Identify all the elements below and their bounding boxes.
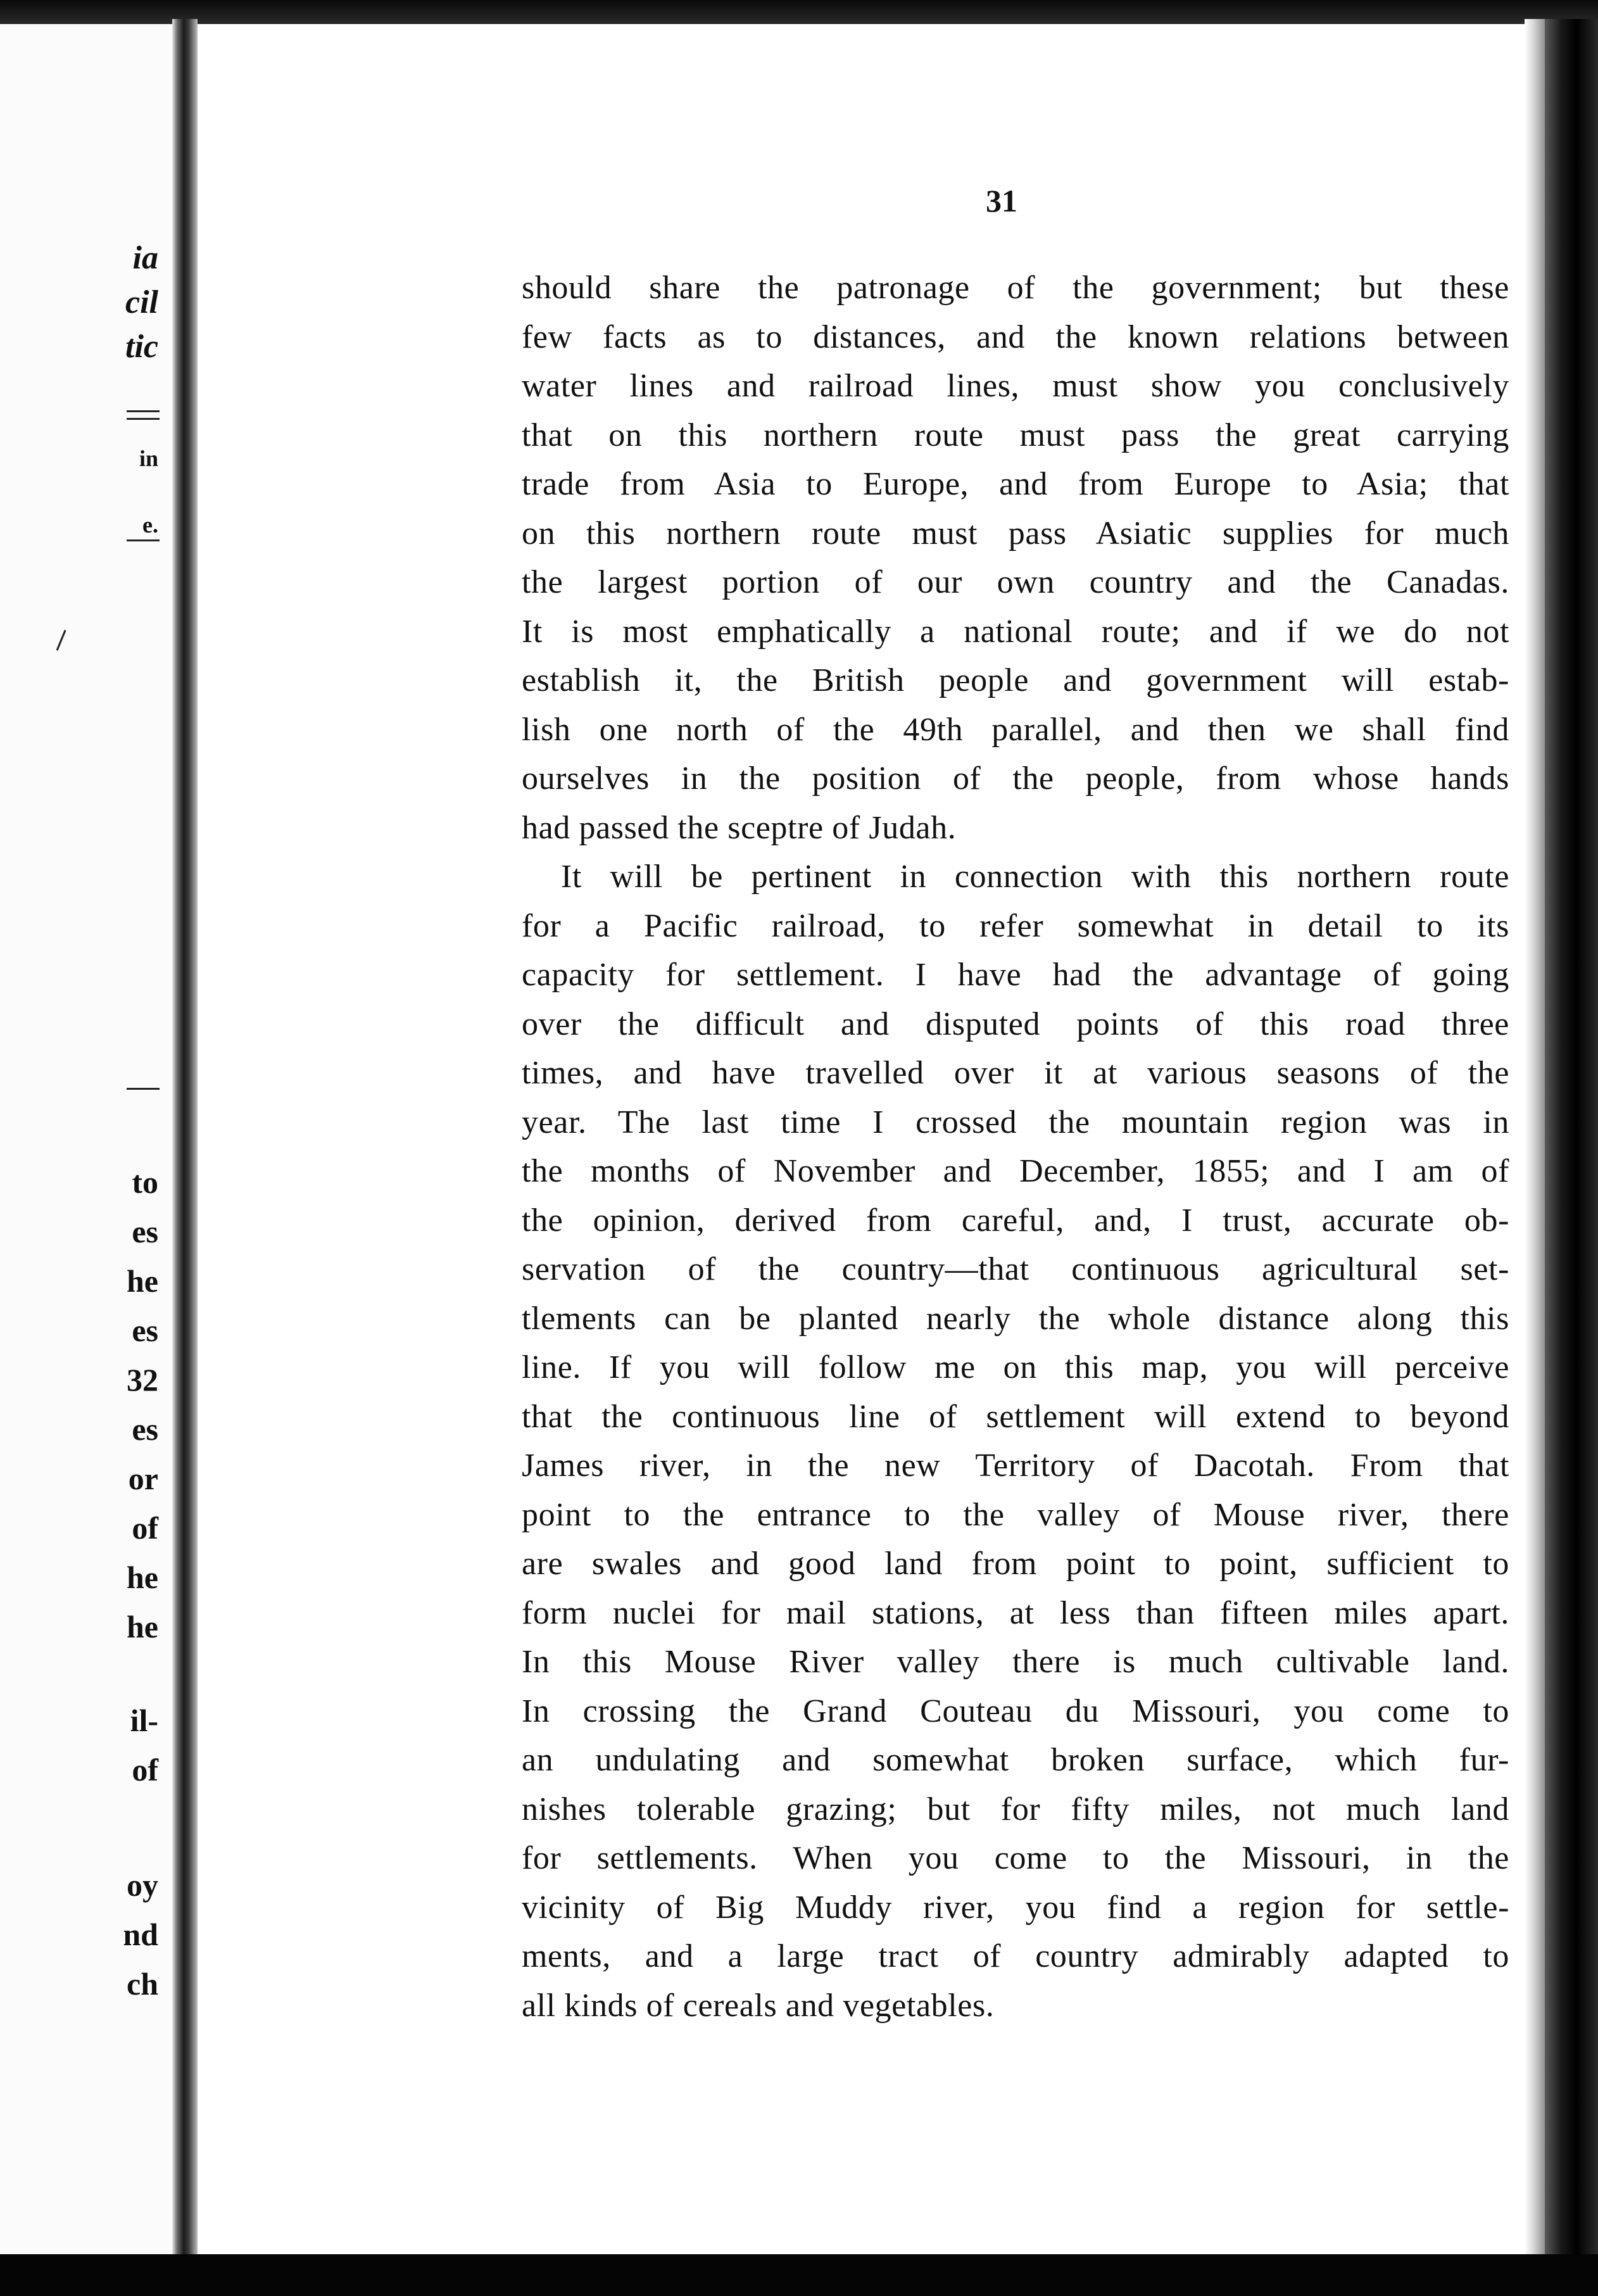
book-page [198, 24, 1525, 2254]
left-page-fragment: e. [142, 512, 158, 538]
scan-border-top [0, 0, 1598, 24]
left-page-fragment: cil [125, 284, 158, 320]
left-page-rule [127, 539, 160, 541]
text-line: In crossing the Grand Couteau du Missouri, you come to [522, 1693, 1509, 1729]
binding-gutter [172, 19, 198, 2261]
scan-border-bottom [0, 2254, 1598, 2296]
text-line: line. If you will follow me on this map, you will perceive [522, 1349, 1509, 1385]
text-line: few facts as to distances, and the known relations between [522, 319, 1509, 355]
text-line: water lines and railroad lines, must show you conclusively [522, 368, 1509, 404]
left-page-rule [127, 1088, 160, 1090]
left-page-fragment: to [132, 1164, 158, 1200]
text-line: the months of November and December, 1855; and I am of [522, 1153, 1509, 1189]
left-page-fragment: 32 [127, 1362, 158, 1397]
text-line: form nuclei for mail stations, at less than fifteen miles apart. [522, 1594, 1509, 1631]
text-line: are swales and good land from point to point, sufficient to [522, 1546, 1509, 1582]
text-line: servation of the country—that continuous agricultural set- [522, 1251, 1509, 1287]
left-page-fragment: of [132, 1752, 158, 1788]
text-line: the largest portion of our own country and the Canadas. [522, 564, 1509, 600]
paragraph [522, 263, 1509, 852]
page-edge-shadow [1525, 19, 1546, 2261]
text-line: point to the entrance to the valley of Mouse river, there [522, 1496, 1509, 1533]
ink-speck: \ [48, 626, 74, 654]
left-page-fragment: in [139, 446, 158, 471]
page-number: 31 [986, 183, 1017, 218]
left-page-rule [127, 418, 160, 420]
text-line: that the continuous line of settlement will extend to beyond [522, 1398, 1509, 1435]
text-line: lish one north of the 49th parallel, and then we shall find [522, 711, 1509, 748]
text-line: capacity for settlement. I have had the advantage of going [522, 957, 1509, 993]
left-page-fragment: of [132, 1510, 158, 1546]
paragraph [522, 852, 1509, 2030]
text-line: James river, in the new Territory of Dacotah. From that [522, 1448, 1509, 1484]
left-page-fragment: es [132, 1313, 158, 1348]
left-page-fragment: or [128, 1461, 158, 1496]
left-page-fragment: es [132, 1411, 158, 1447]
body-text [522, 263, 1509, 2030]
left-facing-page [0, 24, 172, 2254]
left-page-fragment: nd [123, 1917, 158, 1952]
text-line: establish it, the British people and government will estab- [522, 662, 1509, 698]
text-line: tlements can be planted nearly the whole distance along this [522, 1300, 1509, 1337]
text-line: should share the patronage of the government; but these [522, 270, 1509, 306]
left-page-fragment: tic [125, 329, 158, 365]
text-line: on this northern route must pass Asiatic supplies for much [522, 515, 1509, 552]
text-line: for settlements. When you come to the Missouri, in the [522, 1840, 1509, 1876]
left-page-fragment: oy [127, 1867, 158, 1903]
scan-border-right [1545, 19, 1598, 2261]
text-line: vicinity of Big Muddy river, you find a region for settle- [522, 1889, 1509, 1926]
text-line: It will be pertinent in connection with this northern route [561, 859, 1509, 895]
text-line: nishes tolerable grazing; but for fifty miles, not much land [522, 1791, 1509, 1827]
text-line: over the difficult and disputed points of this road three [522, 1006, 1509, 1042]
left-page-rule [127, 410, 160, 412]
left-page-fragment: ia [132, 240, 158, 276]
text-line: that on this northern route must pass the great carrying [522, 417, 1509, 453]
text-line: trade from Asia to Europe, and from Europe to Asia; that [522, 466, 1509, 502]
text-line: year. The last time I crossed the mountain region was in [522, 1104, 1509, 1140]
left-page-fragment: he [127, 1263, 158, 1299]
left-page-fragment: es [132, 1214, 158, 1249]
left-page-fragment: il- [130, 1703, 158, 1738]
text-line: all kinds of cereals and vegetables. [522, 1987, 995, 2024]
left-page-fragment: he [127, 1609, 158, 1644]
left-page-fragment: ch [127, 1966, 158, 2002]
text-line: ments, and a large tract of country admirably adapted to [522, 1938, 1509, 1974]
text-line: It is most emphatically a national route; and if we do not [522, 613, 1509, 650]
text-line: ourselves in the position of the people, from whose hands [522, 760, 1509, 797]
left-page-fragment: he [127, 1560, 158, 1595]
text-line: In this Mouse River valley there is much cultivable land. [522, 1644, 1509, 1680]
text-line: had passed the sceptre of Judah. [522, 809, 957, 846]
text-line: an undulating and somewhat broken surface, which fur- [522, 1742, 1509, 1778]
text-line: the opinion, derived from careful, and, I trust, accurate ob- [522, 1202, 1509, 1239]
text-line: times, and have travelled over it at various seasons of the [522, 1055, 1509, 1091]
text-line: for a Pacific railroad, to refer somewhat in detail to its [522, 907, 1509, 944]
